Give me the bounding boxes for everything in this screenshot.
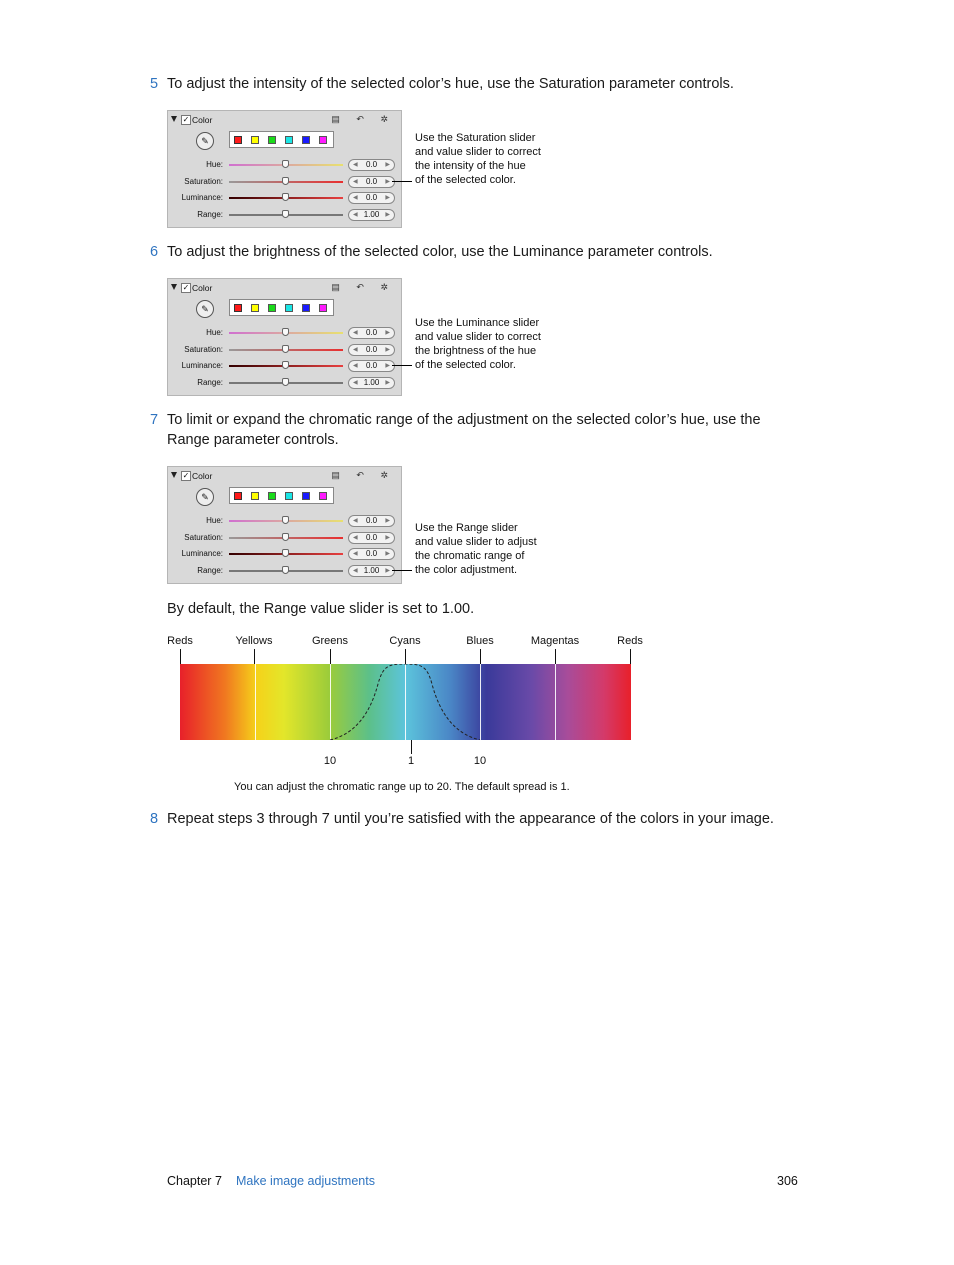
color-swatch-bar [229,299,334,316]
luminance-callout: Use the Luminance slider and value slider to correct the brightness of the hue of the selected color. [415,317,541,371]
luminance-label: Luminance: [181,549,223,558]
saturation-slider-thumb[interactable] [282,345,289,353]
color-swatch-bar [229,487,334,504]
hue-slider-thumb[interactable] [282,516,289,524]
yellow-swatch[interactable] [251,304,259,312]
range-row [168,376,401,390]
range-label: Range: [197,566,223,575]
spectrum-label-reds-end: Reds [617,635,643,647]
saturation-row [168,343,401,357]
saturation-value-slider[interactable]: ◀ 0.0 ▶ [348,344,395,356]
cyan-swatch[interactable] [285,136,293,144]
saturation-row [168,175,401,189]
saturation-label: Saturation: [184,345,223,354]
hue-row [168,326,401,340]
yellow-swatch[interactable] [251,492,259,500]
footer-chapter-link[interactable]: Make image adjustments [236,1174,375,1188]
panel-header [168,111,401,131]
default-range-note: By default, the Range value slider is set to 1.00. [167,601,475,617]
step-text: To limit or expand the chromatic range of the adjustment on the selected color’s hue, use the Range parameter controls. [167,412,761,448]
saturation-value-slider[interactable]: ◀ 0.0 ▶ [348,532,395,544]
green-swatch[interactable] [268,136,276,144]
saturation-callout: Use the Saturation slider and value slider to correct the intensity of the hue of the selected color. [415,132,541,186]
red-swatch[interactable] [234,492,242,500]
hue-label: Hue: [206,516,223,525]
magenta-swatch[interactable] [319,136,327,144]
range-label: Range: [197,210,223,219]
range-value-slider[interactable]: ◀ 1.00 ▶ [348,565,395,577]
color-swatch-bar [229,131,334,148]
cyan-swatch[interactable] [285,304,293,312]
spectrum-tick [630,649,631,664]
range-slider-thumb[interactable] [282,210,289,218]
callout-line [392,181,412,182]
color-panel-luminance [167,278,402,396]
center-tick [411,740,412,754]
spectrum-label-magentas: Magentas [530,635,580,647]
luminance-value-slider[interactable]: ◀ 0.0 ▶ [348,360,395,372]
spectrum-tick [405,649,406,664]
header-action-icons[interactable]: ▤ ↶ ✲ [331,470,395,480]
spectrum-label-yellows: Yellows [235,635,273,647]
step-number: 6 [150,244,159,260]
yellow-swatch[interactable] [251,136,259,144]
eyedropper-icon[interactable]: ✎ [196,132,214,150]
step-number: 7 [150,412,159,428]
spectrum-tick [555,649,556,664]
header-action-icons[interactable]: ▤ ↶ ✲ [331,282,395,292]
footer-chapter: Chapter 7 [167,1174,222,1188]
luminance-value-slider[interactable]: ◀ 0.0 ▶ [348,548,395,560]
range-row [168,208,401,222]
saturation-label: Saturation: [184,533,223,542]
hue-row [168,158,401,172]
luminance-label: Luminance: [181,361,223,370]
eyedropper-icon[interactable]: ✎ [196,300,214,318]
green-swatch[interactable] [268,492,276,500]
spectrum-label-cyans: Cyans [389,635,421,647]
saturation-row [168,531,401,545]
range-row [168,564,401,578]
callout-line [392,570,412,571]
enable-checkbox[interactable]: ✓ [182,115,190,124]
panel-title: Color [192,283,213,293]
page-number: 306 [777,1174,798,1188]
step-text: To adjust the intensity of the selected color’s hue, use the Saturation parameter controls. [167,76,734,92]
red-swatch[interactable] [234,136,242,144]
luminance-row [168,191,401,205]
spectrum-caption: You can adjust the chromatic range up to 20. The default spread is 1. [234,781,570,793]
enable-checkbox[interactable]: ✓ [182,471,190,480]
spectrum-tick [254,649,255,664]
range-slider-thumb[interactable] [282,566,289,574]
range-value-slider[interactable]: ◀ 1.00 ▶ [348,377,395,389]
hue-value-slider[interactable]: ◀ 0.0 ▶ [348,159,395,171]
range-callout: Use the Range slider and value slider to adjust the chromatic range of the color adjustment. [415,522,537,576]
saturation-value-slider[interactable]: ◀ 0.0 ▶ [348,176,395,188]
spectrum-tick [330,649,331,664]
color-panel-saturation [167,110,402,228]
blue-swatch[interactable] [302,136,310,144]
blue-swatch[interactable] [302,492,310,500]
hue-label: Hue: [206,160,223,169]
saturation-label: Saturation: [184,177,223,186]
blue-swatch[interactable] [302,304,310,312]
range-falloff-curve [180,664,631,740]
range-center-value: 1 [407,755,415,767]
panel-title: Color [192,115,213,125]
red-swatch[interactable] [234,304,242,312]
hue-value-slider[interactable]: ◀ 0.0 ▶ [348,327,395,339]
disclosure-triangle-icon[interactable] [171,284,177,290]
panel-header [168,279,401,299]
green-swatch[interactable] [268,304,276,312]
hue-value-slider[interactable]: ◀ 0.0 ▶ [348,515,395,527]
saturation-slider-thumb[interactable] [282,177,289,185]
luminance-row [168,359,401,373]
spectrum-label-blues: Blues [466,635,494,647]
range-label: Range: [197,378,223,387]
luminance-slider-thumb[interactable] [282,361,289,369]
luminance-slider-thumb[interactable] [282,549,289,557]
spectrum-label-greens: Greens [311,635,349,647]
magenta-swatch[interactable] [319,492,327,500]
hue-label: Hue: [206,328,223,337]
disclosure-triangle-icon[interactable] [171,116,177,122]
luminance-value-slider[interactable]: ◀ 0.0 ▶ [348,192,395,204]
spectrum-tick [180,649,181,664]
enable-checkbox[interactable]: ✓ [182,283,190,292]
callout-line [392,365,412,366]
range-left-value: 10 [323,755,337,767]
cyan-swatch[interactable] [285,492,293,500]
luminance-label: Luminance: [181,193,223,202]
magenta-swatch[interactable] [319,304,327,312]
hue-row [168,514,401,528]
header-action-icons[interactable]: ▤ ↶ ✲ [331,114,395,124]
panel-header [168,467,401,487]
step-text: Repeat steps 3 through 7 until you’re satisfied with the appearance of the colors in your image. [167,811,774,827]
saturation-slider-thumb[interactable] [282,533,289,541]
step-number: 5 [150,76,159,92]
spectrum-tick [480,649,481,664]
range-right-value: 10 [473,755,487,767]
step-number: 8 [150,811,159,827]
color-panel-range [167,466,402,584]
hue-slider-thumb[interactable] [282,328,289,336]
panel-title: Color [192,471,213,481]
luminance-row [168,547,401,561]
luminance-slider-thumb[interactable] [282,193,289,201]
step-text: To adjust the brightness of the selected color, use the Luminance parameter controls. [167,244,713,260]
range-value-slider[interactable]: ◀ 1.00 ▶ [348,209,395,221]
spectrum-label-reds: Reds [167,635,193,647]
disclosure-triangle-icon[interactable] [171,472,177,478]
range-slider-thumb[interactable] [282,378,289,386]
hue-slider-thumb[interactable] [282,160,289,168]
eyedropper-icon[interactable]: ✎ [196,488,214,506]
